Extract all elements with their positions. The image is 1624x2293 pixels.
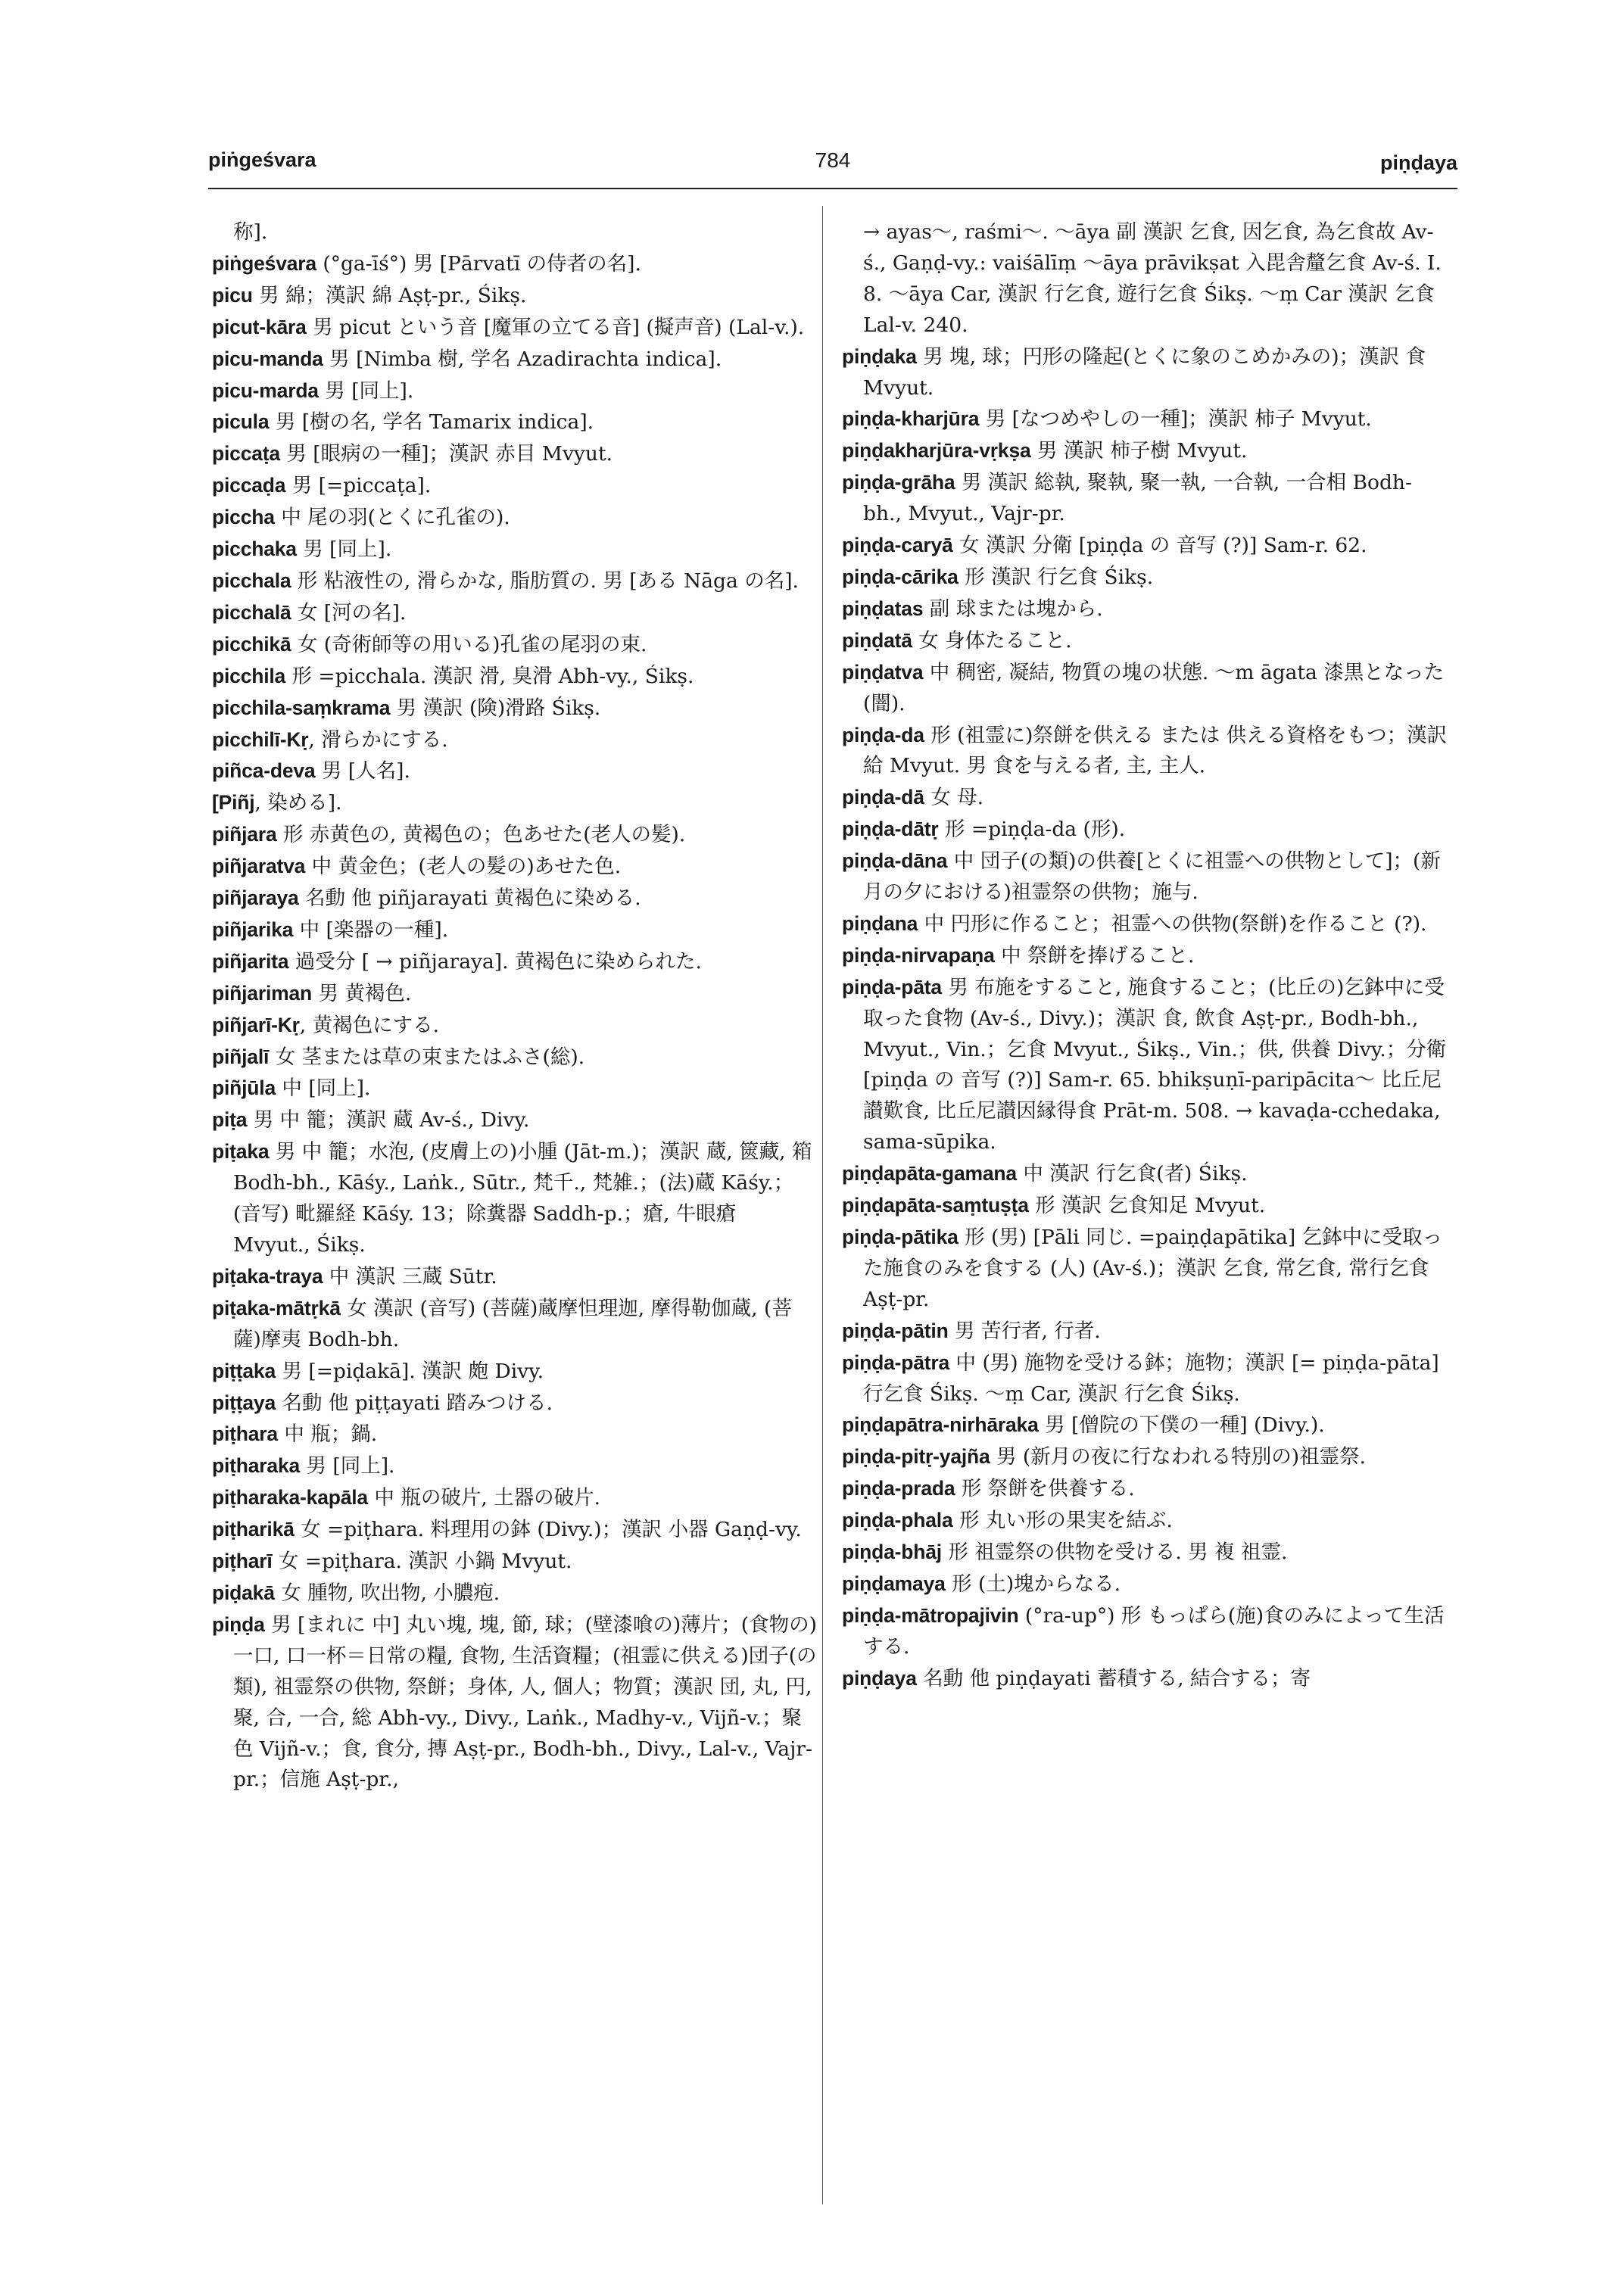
entry-definition: 男 黄褐色. bbox=[312, 981, 412, 1005]
dictionary-entry bbox=[842, 341, 1448, 404]
dictionary-entry bbox=[842, 1600, 1448, 1663]
entry-headword: piṇḍapāta-gamana bbox=[842, 1162, 1017, 1185]
entry-headword: piṇḍamaya bbox=[842, 1572, 946, 1595]
dictionary-entry bbox=[212, 344, 818, 375]
entry-definition: 女 =piṭhara. 漢訳 小鍋 Mvyut. bbox=[272, 1550, 572, 1574]
entry-definition: 形 祭餅を供養する. bbox=[955, 1477, 1135, 1501]
dictionary-entry bbox=[212, 312, 818, 344]
column-divider bbox=[822, 206, 823, 2204]
entry-headword: piṇḍa bbox=[212, 1612, 265, 1636]
dictionary-entry bbox=[212, 1609, 818, 1796]
entry-definition: 男 [同上]. bbox=[318, 379, 414, 403]
dictionary-entry bbox=[212, 1450, 818, 1482]
entry-headword: piṇḍa-caryā bbox=[842, 534, 953, 557]
entry-definition: 形 丸い形の果実を結ぶ. bbox=[952, 1509, 1173, 1533]
header-left-guideword: piṅgeśvara bbox=[208, 148, 316, 171]
entry-definition: 女 =piṭhara. 料理用の鉢 (Divy.)；漢訳 小器 Gaṇḍ-vy. bbox=[294, 1518, 802, 1542]
dictionary-entry bbox=[212, 756, 818, 787]
entry-definition: 形 祖霊祭の供物を受ける. 男 複 祖霊. bbox=[941, 1541, 1288, 1565]
entry-headword: piñjara bbox=[212, 823, 277, 846]
entry-headword: piṇḍapātra-nirhāraka bbox=[842, 1413, 1039, 1437]
entry-headword: piccaṭa bbox=[212, 442, 280, 466]
entry-headword: piṇḍapāta-saṃtuṣṭa bbox=[842, 1194, 1029, 1217]
entry-headword: piṭhara bbox=[212, 1422, 278, 1446]
entry-headword: piñjariman bbox=[212, 981, 313, 1005]
dictionary-entry bbox=[212, 1261, 818, 1293]
entry-headword: piṇḍa-dāna bbox=[842, 849, 948, 873]
entry-definition: 形 (男) [Pāli 同じ. =paiṇḍapātika] 乞鉢中に受取った施食のみを食する (人) (Av-ś.)；漢訳 乞食, 常乞食, 常行乞食 Aṣṭ-pr. bbox=[863, 1226, 1443, 1311]
dictionary-entry bbox=[842, 1158, 1448, 1190]
entry-definition: 女 身体たること. bbox=[912, 628, 1072, 653]
dictionary-entry bbox=[212, 1042, 818, 1073]
entry-definition: 男 [Nimba 樹, 学名 Azadirachta indica]. bbox=[323, 347, 722, 371]
entry-headword: picchila-saṃkrama bbox=[212, 696, 391, 719]
entry-headword: piñjaratva bbox=[212, 855, 306, 878]
dictionary-entry bbox=[212, 565, 818, 597]
entry-headword: piṭaka-traya bbox=[212, 1264, 323, 1288]
dictionary-entry bbox=[212, 1136, 818, 1261]
entry-headword: picu bbox=[212, 283, 253, 307]
entry-headword: piñjūla bbox=[212, 1076, 276, 1100]
entry-definition: 女 (奇術師等の用いる)孔雀の尾羽の束. bbox=[291, 632, 647, 656]
header-rule bbox=[208, 188, 1457, 189]
entry-headword: piṇḍatas bbox=[842, 597, 924, 620]
entry-definition: 名動 他 piṇḍayati 蓄積する, 結合する；寄 bbox=[916, 1666, 1311, 1690]
dictionary-entry bbox=[212, 280, 818, 312]
dictionary-entry bbox=[842, 435, 1448, 467]
entry-definition: 男 (新月の夜に行なわれる特別の)祖霊祭. bbox=[990, 1445, 1367, 1469]
entry-definition: 称]. bbox=[233, 220, 268, 244]
dictionary-entry bbox=[842, 1441, 1448, 1473]
entry-headword: piṇḍa-prada bbox=[842, 1477, 955, 1500]
entry-headword: piṇḍa-pāta bbox=[842, 975, 942, 999]
dictionary-entry bbox=[212, 661, 818, 693]
entry-headword: picu-marda bbox=[212, 379, 319, 402]
entry-headword: piḍakā bbox=[212, 1581, 275, 1604]
dictionary-entry bbox=[212, 407, 818, 438]
entry-headword: picchaka bbox=[212, 537, 297, 561]
dictionary-entry bbox=[842, 782, 1448, 814]
entry-definition: 男 中 籠；水泡, (皮膚上の)小腫 (Jāt-m.)；漢訳 蔵, 篋藏, 箱 Bodh-bh., Kāśy., Laṅk., Sūtr., 梵千., 梵雑.；(法)蔵 Kāśy.；(音写) 毗羅経 Kāśy. 13；除糞器 Saddh-p.；瘡, 牛眼瘡 Mvyut., Śikṣ. bbox=[233, 1140, 812, 1257]
entry-headword: piṇḍaka bbox=[842, 344, 917, 368]
dictionary-entry bbox=[212, 1293, 818, 1356]
entry-definition: 男 [まれに 中] 丸い塊, 塊, 節, 球；(壁漆喰の)薄片；(食物の)一口, 口一杯＝日常の糧, 食物, 生活資糧；(祖霊に供える)団子(の類), 祖霊祭の供物, 祭餅；身体, 人, 個人；物質；漢訳 団, 丸, 円, 聚, 合, 一合, 総 Abh-vy., Divy., Laṅk., Madhy-v., Vijñ-v.；聚色 Vijñ-v.；食, 食分, 摶 Aṣṭ-pr., Bodh-bh., Divy., Lal-v., Vajr-pr.；信施 Aṣṭ-pr., bbox=[233, 1612, 817, 1792]
entry-headword: picchila bbox=[212, 664, 286, 687]
entry-headword: picchala bbox=[212, 569, 291, 592]
entry-definition: 中 円形に作ること；祖霊への供物(祭餅)を作ること (?). bbox=[918, 911, 1427, 936]
entry-definition: 副 球または塊から. bbox=[923, 597, 1103, 621]
entry-definition: 男 [眼病の一種]；漢訳 赤目 Mvyut. bbox=[279, 442, 613, 466]
left-column bbox=[212, 217, 818, 1796]
entry-definition: 中 漢訳 行乞食(者) Śikṣ. bbox=[1016, 1162, 1248, 1186]
entry-definition: 中 [同上]. bbox=[276, 1076, 371, 1101]
dictionary-entry bbox=[212, 819, 818, 851]
entry-headword: picut-kāra bbox=[212, 315, 307, 338]
dictionary-entry bbox=[842, 846, 1448, 908]
dictionary-entry bbox=[842, 467, 1448, 530]
dictionary-entry bbox=[842, 217, 1448, 341]
entry-definition: 形 =piṇḍa-da (形). bbox=[938, 818, 1126, 842]
entry-headword: piccaḍa bbox=[212, 474, 286, 497]
entry-definition: 中 [楽器の一種]. bbox=[293, 918, 449, 942]
entry-headword: piṇḍa-da bbox=[842, 723, 924, 746]
dictionary-entry bbox=[212, 1578, 818, 1609]
entry-headword: piñjarita bbox=[212, 949, 289, 973]
entry-headword: piccha bbox=[212, 506, 275, 529]
entry-definition: (°ra-up°) 形 もっぱら(施)食のみによって生活する. bbox=[863, 1603, 1445, 1659]
dictionary-entry bbox=[842, 657, 1448, 720]
entry-headword: piṇḍatā bbox=[842, 628, 912, 652]
entry-definition: 女 [河の名]. bbox=[291, 600, 407, 625]
dictionary-entry bbox=[212, 502, 818, 534]
entry-headword: piṭaka bbox=[212, 1140, 270, 1164]
entry-definition: 過受分 [ → piñjaraya]. 黄褐色に染められた. bbox=[288, 949, 702, 974]
entry-headword: piñca-deva bbox=[212, 759, 316, 783]
dictionary-entry bbox=[212, 629, 818, 661]
dictionary-entry bbox=[212, 724, 818, 756]
entry-definition: → ayas～, raśmi～. ～āya 副 漢訳 乞食, 因乞食, 為乞食故 Av-ś., Gaṇḍ-vy.: vaiśālīṃ ～āya prāvikṣat 入毘舎釐乞食 Av-ś. I. 8. ～āya Car, 漢訳 行乞食, 遊行乞食 Śikṣ. ～ṃ Car 漢訳 乞食 Lal-v. 240. bbox=[863, 220, 1442, 337]
entry-definition: 男 塊, 球；円形の隆起(とくに象のこめかみの)；漢訳 食 Mvyut. bbox=[863, 344, 1426, 400]
dictionary-entry bbox=[212, 597, 818, 629]
dictionary-entry bbox=[842, 1190, 1448, 1222]
entry-definition: 男 漢訳 柿子樹 Mvyut. bbox=[1030, 439, 1248, 463]
entry-headword: piṇḍa-bhāj bbox=[842, 1541, 942, 1564]
entry-definition: , 滑らかにする. bbox=[308, 727, 448, 752]
entry-headword: piñjaraya bbox=[212, 886, 299, 910]
entry-headword: piñjalī bbox=[212, 1045, 270, 1068]
entry-definition: 女 漢訳 (音写) (菩薩)蔵摩怛理迦, 摩得勒伽蔵, (菩薩)摩夷 Bodh-bh. bbox=[233, 1296, 792, 1351]
entry-headword: piṇḍa-nirvapaṇa bbox=[842, 943, 995, 967]
entry-headword: [Piñj bbox=[212, 791, 255, 815]
entry-definition: 形 (祖霊に)祭餅を供える または 供える資格をもつ；漢訳 給 Mvyut. 男 食を与える者, 主, 主人. bbox=[863, 723, 1448, 778]
entry-definition: 男 [なつめやしの一種]；漢訳 柿子 Mvyut. bbox=[979, 407, 1372, 431]
entry-definition: 形 赤黄色の, 黄褐色の；色あせた(老人の髪). bbox=[276, 823, 686, 847]
entry-definition: 男 漢訳 (険)滑路 Śikṣ. bbox=[390, 696, 601, 720]
entry-headword: piṇḍa-pitṛ-yajña bbox=[842, 1445, 990, 1469]
entry-definition: 中 団子(の類)の供養[とくに祖霊への供物として]；(新月の夕における)祖霊祭の供物；施与. bbox=[863, 849, 1441, 905]
dictionary-entry bbox=[842, 1316, 1448, 1347]
dictionary-entry bbox=[842, 403, 1448, 435]
dictionary-entry bbox=[212, 1546, 818, 1578]
dictionary-entry bbox=[212, 375, 818, 407]
right-column bbox=[842, 217, 1448, 1695]
entry-headword: piṇḍatva bbox=[842, 660, 924, 684]
entry-definition: , 黄褐色にする. bbox=[299, 1013, 440, 1037]
dictionary-entry bbox=[842, 1410, 1448, 1441]
dictionary-entry bbox=[842, 940, 1448, 972]
entry-headword: piṇḍa-pātra bbox=[842, 1351, 950, 1374]
entry-definition: 中 瓶；鍋. bbox=[277, 1422, 378, 1447]
dictionary-entry bbox=[842, 625, 1448, 657]
dictionary-entry bbox=[842, 908, 1448, 940]
dictionary-entry bbox=[842, 1222, 1448, 1316]
dictionary-entry bbox=[212, 883, 818, 914]
dictionary-entry bbox=[212, 946, 818, 978]
dictionary-entry bbox=[212, 1010, 818, 1042]
entry-definition: 女 母. bbox=[924, 786, 984, 810]
dictionary-entry bbox=[842, 530, 1448, 562]
entry-definition: 形 (土)塊からなる. bbox=[945, 1572, 1121, 1596]
entry-headword: piṇḍa-dā bbox=[842, 786, 924, 809]
dictionary-entry bbox=[842, 1537, 1448, 1569]
entry-definition: 男 漢訳 総執, 聚執, 聚一執, 一合執, 一合相 Bodh-bh., Mvyut., Vajr-pr. bbox=[863, 471, 1412, 526]
dictionary-entry bbox=[212, 438, 818, 470]
entry-headword: piṭharaka-kapāla bbox=[212, 1486, 368, 1509]
entry-headword: piṇḍakharjūra-vṛkṣa bbox=[842, 439, 1031, 463]
page-number: 784 bbox=[815, 148, 851, 172]
dictionary-entry bbox=[842, 1663, 1448, 1695]
dictionary-entry bbox=[842, 1473, 1448, 1505]
entry-definition: 男 苦行者, 行者. bbox=[948, 1319, 1101, 1343]
dictionary-entry bbox=[842, 1505, 1448, 1537]
dictionary-entry bbox=[212, 1419, 818, 1450]
header-right-guideword: piṇḍaya bbox=[1379, 151, 1457, 174]
dictionary-entry bbox=[842, 594, 1448, 625]
entry-headword: piṅgeśvara bbox=[212, 251, 316, 275]
entry-headword: picchikā bbox=[212, 632, 291, 656]
entry-headword: picchilī-Kṛ bbox=[212, 727, 309, 751]
entry-headword: piṇḍa-phala bbox=[842, 1509, 953, 1532]
entry-definition: 中 祭餅を捧げること. bbox=[994, 943, 1195, 967]
dictionary-entry bbox=[212, 217, 818, 248]
entry-headword: piṇḍana bbox=[842, 911, 918, 935]
dictionary-entry bbox=[212, 787, 818, 819]
entry-definition: 男 中 籠；漢訳 蔵 Av-ś., Divy. bbox=[247, 1108, 530, 1132]
entry-definition: 中 漢訳 三蔵 Sūtr. bbox=[323, 1264, 497, 1288]
entry-definition: 名動 他 piṭṭayati 踏みつける. bbox=[276, 1391, 553, 1415]
dictionary-entry bbox=[212, 693, 818, 724]
entry-headword: picula bbox=[212, 410, 270, 434]
entry-definition: 男 [=piḍakā]. 漢訳 皰 Divy. bbox=[276, 1359, 544, 1383]
dictionary-entry bbox=[212, 1073, 818, 1104]
dictionary-entry bbox=[842, 562, 1448, 594]
entry-definition: 女 茎または草の束またはふさ(総). bbox=[269, 1045, 585, 1069]
entry-headword: piṭharaka bbox=[212, 1454, 301, 1478]
dictionary-entry bbox=[212, 534, 818, 565]
entry-definition: 中 黄金色；(老人の髪の)あせた色. bbox=[305, 855, 622, 879]
entry-definition: 男 布施をすること, 施食すること；(比丘の)乞鉢中に受取った食物 (Av-ś., Divy.)；漢訳 食, 飲食 Aṣṭ-pr., Bodh-bh., Mvyut., Vin.；乞食 Mvyut., Śikṣ., Vin.；供, 供養 Divy.；分衛 [piṇḍa の 音写 (?)] Sam-r. 65. bhikṣuṇī-paripācita～ 比丘尼讃歎食, 比丘尼讃因縁得食 Prāt-m. 508. → kavaḍa-cchedaka, sama-sūpika. bbox=[863, 975, 1447, 1154]
entry-definition: 男 [人名]. bbox=[315, 759, 410, 784]
entry-headword: piṇḍaya bbox=[842, 1666, 917, 1690]
entry-definition: 中 瓶の破片, 土器の破片. bbox=[367, 1486, 601, 1510]
entry-headword: piṇḍa-grāha bbox=[842, 471, 955, 494]
entry-headword: piṇḍa-pātika bbox=[842, 1226, 959, 1248]
dictionary-entry bbox=[842, 720, 1448, 783]
entry-definition: 形 =picchala. 漢訳 滑, 臭滑 Abh-vy., Śikṣ. bbox=[285, 664, 694, 688]
entry-definition: 名動 他 piñjarayati 黄褐色に染める. bbox=[298, 886, 641, 911]
entry-definition: 男 [同上]. bbox=[300, 1454, 395, 1478]
entry-headword: piṇḍa-dātṛ bbox=[842, 818, 939, 841]
entry-headword: piṇḍa-cārika bbox=[842, 565, 959, 588]
entry-headword: piñjarī-Kṛ bbox=[212, 1013, 300, 1036]
entry-headword: piṭharī bbox=[212, 1550, 273, 1573]
running-head bbox=[208, 148, 1457, 186]
dictionary-entry bbox=[212, 978, 818, 1010]
dictionary-entry bbox=[212, 248, 818, 280]
entry-headword: picu-manda bbox=[212, 347, 323, 370]
dictionary-entry bbox=[212, 1388, 818, 1419]
entry-headword: piṇḍa-kharjūra bbox=[842, 407, 980, 431]
entry-definition: 女 漢訳 分衛 [piṇḍa の 音写 (?)] Sam-r. 62. bbox=[952, 534, 1367, 558]
entry-definition: 女 腫物, 吹出物, 小膿疱. bbox=[274, 1581, 500, 1605]
dictionary-entry bbox=[212, 1482, 818, 1514]
entry-definition: 中 稠密, 凝結, 物質の塊の状態. ～m āgata 漆黒となった(闇). bbox=[863, 660, 1445, 715]
entry-definition: 形 粘液性の, 滑らかな, 脂肪質の. 男 [ある Nāga の名]. bbox=[291, 569, 799, 593]
entry-definition: 男 綿；漢訳 綿 Aṣṭ-pr., Śikṣ. bbox=[252, 283, 527, 307]
entry-definition: 男 [=piccaṭa]. bbox=[285, 474, 432, 498]
dictionary-entry bbox=[212, 914, 818, 946]
entry-definition: 男 picut という音 [魔軍の立てる音] (擬声音) (Lal-v.). bbox=[306, 315, 805, 339]
entry-definition: 中 (男) 施物を受ける鉢；施物；漢訳 [= piṇḍa-pāta] 行乞食 Śikṣ. ～ṃ Car, 漢訳 行乞食 Śikṣ. bbox=[863, 1351, 1439, 1406]
entry-headword: piñjarika bbox=[212, 918, 294, 941]
entry-definition: 男 [樹の名, 学名 Tamarix indica]. bbox=[269, 410, 594, 435]
dictionary-entry bbox=[842, 814, 1448, 846]
entry-definition: 中 尾の羽(とくに孔雀の). bbox=[274, 506, 510, 530]
entry-definition: 形 漢訳 行乞食 Śikṣ. bbox=[958, 565, 1154, 589]
entry-headword: piṇḍa-mātropajivin bbox=[842, 1603, 1019, 1627]
dictionary-entry bbox=[842, 972, 1448, 1158]
entry-definition: 男 [同上]. bbox=[296, 537, 392, 562]
entry-definition: 男 [僧院の下僕の一種] (Divy.). bbox=[1038, 1413, 1325, 1438]
entry-definition: 形 漢訳 乞食知足 Mvyut. bbox=[1028, 1194, 1266, 1218]
entry-headword: piṭṭaya bbox=[212, 1391, 276, 1414]
dictionary-entry bbox=[212, 1356, 818, 1388]
entry-headword: picchalā bbox=[212, 600, 291, 624]
entry-headword: piṭharikā bbox=[212, 1518, 295, 1541]
dictionary-entry bbox=[212, 1104, 818, 1136]
entry-definition: , 染める]. bbox=[254, 791, 342, 815]
dictionary-entry bbox=[842, 1569, 1448, 1600]
entry-headword: piṭṭaka bbox=[212, 1359, 276, 1382]
entry-headword: piṇḍa-pātin bbox=[842, 1319, 949, 1342]
entry-definition: (°ga-īś°) 男 [Pārvatī の侍者の名]. bbox=[316, 251, 641, 276]
dictionary-entry bbox=[212, 851, 818, 883]
dictionary-entry bbox=[212, 1514, 818, 1546]
dictionary-entry bbox=[842, 1347, 1448, 1410]
entry-headword: piṭaka-mātṛkā bbox=[212, 1296, 341, 1319]
entry-headword: piṭa bbox=[212, 1108, 248, 1132]
dictionary-entry bbox=[212, 470, 818, 502]
